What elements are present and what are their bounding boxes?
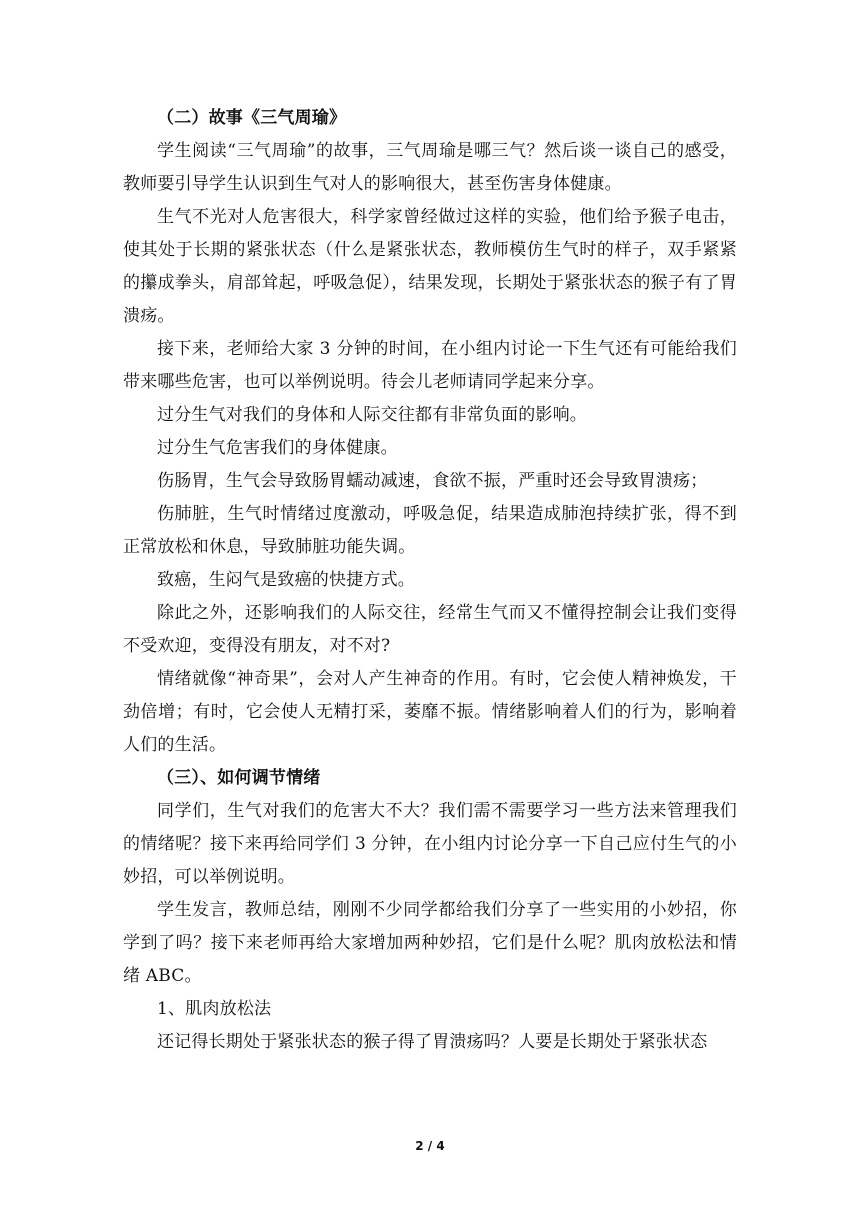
- page-number: 2 / 4: [415, 1139, 445, 1153]
- paragraph: 过分生气对我们的身体和人际交往都有非常负面的影响。: [157, 405, 587, 425]
- subheading-muscle-relaxation: 1、肌肉放松法: [157, 999, 272, 1019]
- paragraph: 情绪就像“神奇果”，会对人产生神奇的作用。有时，它会使人精神焕发，干劲倍增；有时，它会使人无精打采，萎靡不振。情绪影响着人们的行为，影响着人们的生活。: [123, 669, 737, 755]
- section-heading-story: （二）故事《三气周瑜》: [157, 108, 347, 128]
- paragraph: 除此之外，还影响我们的人际交往，经常生气而又不懂得控制会让我们变得不受欢迎，变得没有朋友，对不对?: [123, 603, 737, 656]
- document-body: [123, 102, 737, 1059]
- paragraph: 学生阅读“三气周瑜”的故事，三气周瑜是哪三气？然后谈一谈自己的感受，教师要引导学生认识到生气对人的影响很大，甚至伤害身体健康。: [123, 141, 737, 194]
- paragraph: 伤肺脏，生气时情绪过度激动，呼吸急促，结果造成肺泡持续扩张，得不到正常放松和休息，导致肺脏功能失调。: [123, 504, 737, 557]
- section-heading-regulate: （三）、如何调节情绪: [157, 768, 321, 788]
- paragraph: 学生发言，教师总结，刚刚不少同学都给我们分享了一些实用的小妙招，你学到了吗？接下来老师再给大家增加两种妙招，它们是什么呢？肌肉放松法和情绪 ABC。: [123, 900, 737, 986]
- paragraph: 生气不光对人危害很大，科学家曾经做过这样的实验，他们给予猴子电击，使其处于长期的紧张状态（什么是紧张状态，教师模仿生气时的样子，双手紧紧的攥成拳头，肩部耸起，呼吸急促），结果发现，长期处于紧张状态的猴子有了胃溃疡。: [123, 207, 737, 326]
- paragraph: 致癌，生闷气是致癌的快捷方式。: [157, 570, 415, 590]
- paragraph: 伤肠胃，生气会导致肠胃蠕动减速，食欲不振，严重时还会导致胃溃疡；: [157, 471, 708, 491]
- paragraph: 过分生气危害我们的身体健康。: [157, 438, 398, 458]
- paragraph: 还记得长期处于紧张状态的猴子得了胃溃疡吗？人要是长期处于紧张状态: [157, 1032, 708, 1052]
- paragraph: 同学们，生气对我们的危害大不大？我们需不需要学习一些方法来管理我们的情绪呢？接下来再给同学们 3 分钟，在小组内讨论分享一下自己应付生气的小妙招，可以举例说明。: [123, 801, 737, 887]
- paragraph: 接下来，老师给大家 3 分钟的时间，在小组内讨论一下生气还有可能给我们带来哪些危害，也可以举例说明。待会儿老师请同学起来分享。: [123, 339, 737, 392]
